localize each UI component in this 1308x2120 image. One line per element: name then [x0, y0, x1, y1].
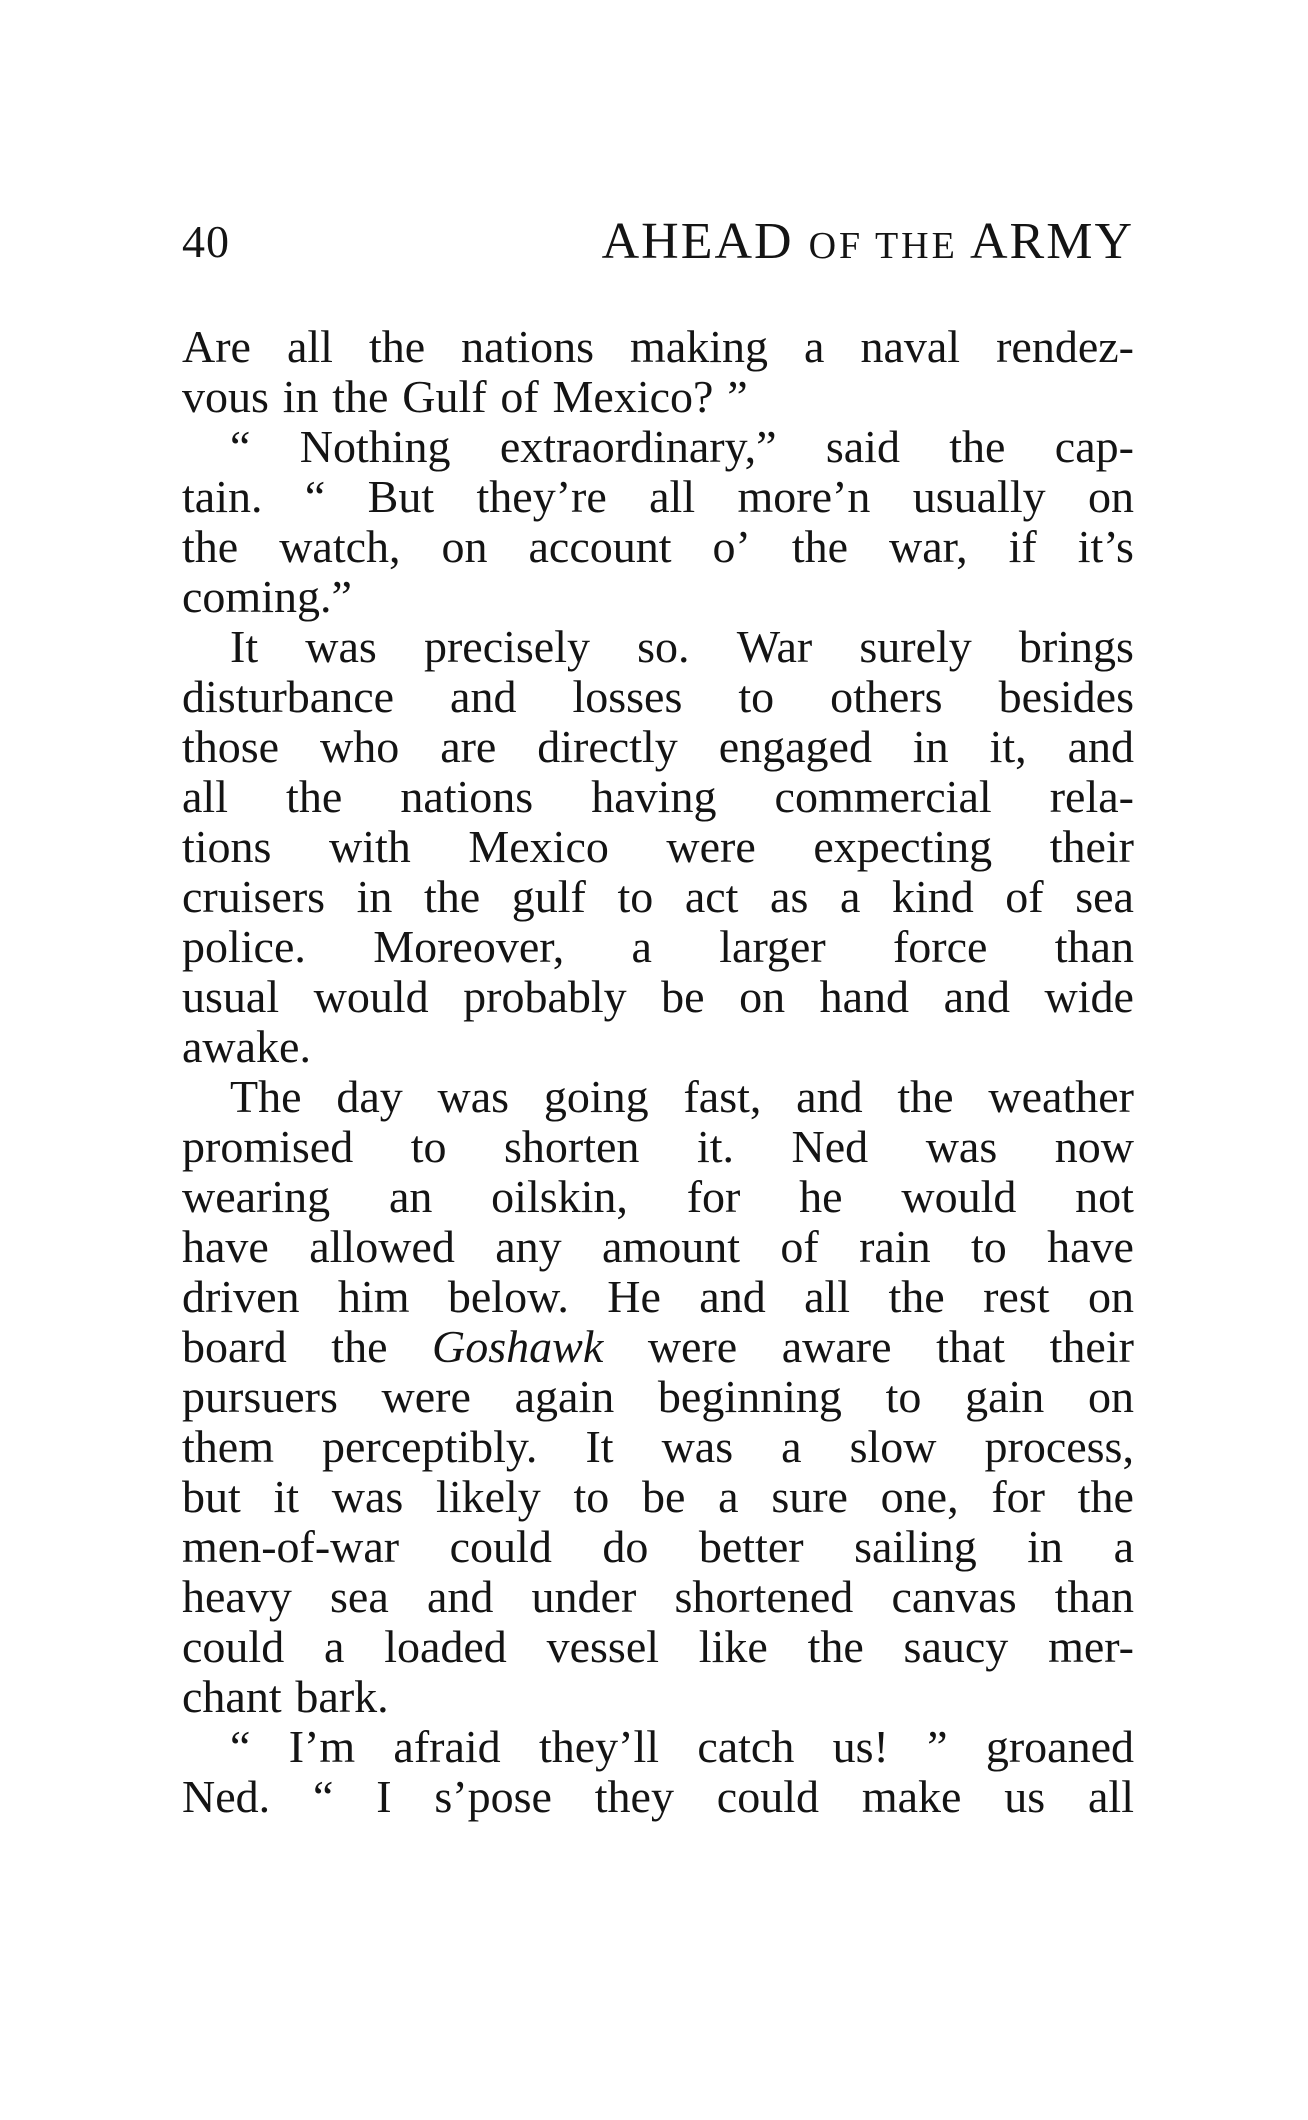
word: it, [989, 721, 1027, 772]
word: the [791, 521, 849, 572]
word: Moreover, [373, 921, 565, 972]
word: Mexico? [552, 371, 714, 422]
word: nations [461, 321, 595, 372]
word: precisely [423, 621, 590, 672]
word: probably [463, 971, 627, 1022]
text-line [182, 1522, 1134, 1572]
running-head [602, 212, 1134, 276]
word: the [807, 1621, 864, 1672]
text-line [182, 822, 1134, 872]
word: to [410, 1121, 447, 1172]
word: going [543, 1071, 649, 1122]
word: and [426, 1571, 494, 1622]
word: and [796, 1071, 863, 1122]
word: usual [182, 971, 280, 1022]
text-line [182, 672, 1134, 722]
word: all [804, 1271, 851, 1322]
word: force [892, 921, 988, 972]
text-line [182, 1172, 1134, 1222]
text-line [182, 972, 1134, 1022]
word: if [1008, 521, 1037, 572]
word: sea [1075, 871, 1134, 922]
word: rain [859, 1221, 931, 1272]
word: than [1054, 921, 1134, 972]
word: on [1087, 471, 1134, 522]
word: it [273, 1471, 300, 1522]
word: us [1004, 1771, 1046, 1822]
word: a [631, 921, 652, 972]
word: one, [880, 1471, 959, 1522]
word: canvas [891, 1571, 1017, 1622]
word: amount [602, 1221, 740, 1272]
text-line [182, 1772, 1134, 1822]
word: us! [832, 1721, 889, 1772]
word: than [1054, 1571, 1134, 1622]
word: an [388, 1171, 433, 1222]
word: shortened [674, 1571, 854, 1622]
word: larger [719, 921, 826, 972]
word: have [1047, 1221, 1134, 1272]
text-line [182, 1272, 1134, 1322]
word: vous [182, 371, 269, 422]
word: Gulf [402, 371, 487, 422]
word: would [313, 971, 429, 1022]
word: could [716, 1771, 819, 1822]
word: of [500, 371, 539, 422]
word: the [424, 871, 481, 922]
word: “ [312, 1771, 334, 1822]
word: would [901, 1171, 1017, 1222]
word: commercial [774, 771, 992, 822]
word: cruisers [182, 871, 326, 922]
text-line [182, 1122, 1134, 1172]
text-line [182, 772, 1134, 822]
word: extraordinary,” [499, 421, 777, 472]
word: It [230, 621, 259, 672]
word: their [1049, 1321, 1134, 1372]
word: a [804, 321, 825, 372]
word: ” [927, 1721, 948, 1772]
text-line [182, 472, 1134, 522]
word: they’re [476, 471, 607, 522]
word: s’pose [434, 1771, 552, 1822]
word: directly [537, 721, 678, 772]
word: gain [965, 1371, 1045, 1422]
word: sea [330, 1571, 389, 1622]
word: under [531, 1571, 637, 1622]
word: have [182, 1221, 269, 1272]
word: the [286, 771, 343, 822]
word: I [376, 1771, 392, 1822]
word: It [585, 1421, 614, 1472]
word: afraid [393, 1721, 501, 1772]
word: a [781, 1421, 802, 1472]
word: were [647, 1321, 738, 1372]
word: now [1054, 1121, 1134, 1172]
text-line [182, 322, 1134, 372]
word: below. [447, 1271, 569, 1322]
word: of [780, 1221, 819, 1272]
word: he [799, 1171, 843, 1222]
word: Ned [791, 1121, 869, 1172]
word: mer- [1048, 1621, 1134, 1672]
word: coming.” [182, 571, 352, 622]
word: awake. [182, 1021, 311, 1072]
page-header [182, 212, 1134, 272]
text-line [182, 1422, 1134, 1472]
word: better [698, 1521, 804, 1572]
word: promised [182, 1121, 354, 1172]
running-head-part: OF THE [808, 225, 958, 267]
word: make [861, 1771, 962, 1822]
word: board [182, 1321, 287, 1372]
word: kind [891, 871, 974, 922]
word: shorten [504, 1121, 640, 1172]
text-line [182, 1222, 1134, 1272]
word: do [602, 1521, 649, 1572]
word: any [495, 1221, 562, 1272]
word: expecting [813, 821, 993, 872]
word: the [332, 371, 389, 422]
word: was [305, 621, 377, 672]
text-line [182, 522, 1134, 572]
word: was [661, 1421, 734, 1472]
word: slow [849, 1421, 937, 1472]
word: sure [771, 1471, 848, 1522]
word: said [825, 421, 900, 472]
word: beginning [657, 1371, 842, 1422]
word: loaded [384, 1621, 507, 1672]
word: wide [1044, 971, 1134, 1022]
word: He [607, 1271, 661, 1322]
text-line [182, 572, 1134, 622]
word: a [1113, 1521, 1134, 1572]
word: to [573, 1471, 610, 1522]
word: account [528, 521, 672, 572]
word: those [182, 721, 280, 772]
running-head-part: AHEAD [601, 213, 809, 270]
word: rest [983, 1271, 1050, 1322]
word: chant [182, 1671, 282, 1722]
word: usually [912, 471, 1046, 522]
word: the [1077, 1471, 1134, 1522]
word: surely [859, 621, 972, 672]
word: aware [781, 1321, 892, 1372]
word: that [936, 1321, 1006, 1372]
text-line [182, 1672, 1134, 1722]
word: others [830, 671, 943, 722]
word: in [356, 871, 393, 922]
text-line [182, 1722, 1134, 1772]
page-number: 40 [182, 216, 230, 267]
word: having [591, 771, 717, 822]
word: watch, [279, 521, 401, 572]
word: all [1088, 1771, 1134, 1822]
word: But [367, 471, 435, 522]
text-line [182, 1472, 1134, 1522]
word: are [440, 721, 497, 772]
word: losses [572, 671, 683, 722]
word: heavy [182, 1571, 292, 1622]
word: and [943, 971, 1010, 1022]
word: the [331, 1321, 388, 1372]
word: besides [998, 671, 1134, 722]
word: Goshawk [432, 1321, 604, 1372]
word: process, [984, 1421, 1134, 1472]
running-head-part: ARMY [957, 213, 1134, 270]
word: again [514, 1371, 615, 1422]
word: it. [696, 1121, 735, 1172]
word: it’s [1077, 521, 1134, 572]
word: “ [230, 421, 251, 472]
text-line [182, 622, 1134, 672]
word: making [630, 321, 769, 372]
word: The [230, 1071, 302, 1122]
word: war, [889, 521, 968, 572]
word: to [970, 1221, 1007, 1272]
word: be [642, 1471, 686, 1522]
word: him [337, 1271, 410, 1322]
word: they [594, 1771, 674, 1822]
word: gulf [511, 871, 586, 922]
word: and [699, 1271, 766, 1322]
word: the [182, 521, 239, 572]
word: for [991, 1471, 1045, 1522]
word: the [897, 1071, 954, 1122]
word: pursuers [182, 1371, 338, 1422]
word: were [381, 1371, 471, 1422]
word: who [320, 721, 400, 772]
word: on [1087, 1271, 1134, 1322]
word: could [182, 1621, 285, 1672]
word: driven [182, 1271, 300, 1322]
word: police. [182, 921, 306, 972]
word: so. [637, 621, 690, 672]
word: disturbance [182, 671, 395, 722]
word: was [437, 1071, 510, 1122]
word: a [323, 1621, 345, 1672]
word: tain. [182, 471, 263, 522]
word: to [617, 871, 654, 922]
text-line [182, 722, 1134, 772]
word: could [449, 1521, 552, 1572]
word: Are [182, 321, 251, 372]
word: with [329, 821, 411, 872]
body-text [182, 322, 1134, 1822]
word: vessel [546, 1621, 660, 1672]
word: like [698, 1621, 768, 1672]
text-line [182, 1372, 1134, 1422]
word: the [888, 1271, 945, 1322]
word: oilskin, [491, 1171, 628, 1222]
word: be [661, 971, 705, 1022]
word: more’n [737, 471, 871, 522]
word: the [368, 321, 426, 372]
word: “ [230, 1721, 251, 1772]
text-line [182, 872, 1134, 922]
word: sailing [854, 1521, 977, 1572]
word: a [839, 871, 861, 922]
word: weather [988, 1071, 1134, 1122]
word: not [1075, 1171, 1134, 1222]
word: to [885, 1371, 922, 1422]
word: all [649, 471, 696, 522]
word: saucy [903, 1621, 1009, 1672]
word: cap- [1054, 421, 1134, 472]
word: wearing [182, 1171, 331, 1222]
word: perceptibly. [322, 1421, 538, 1472]
word: was [331, 1471, 404, 1522]
word: nations [400, 771, 534, 822]
word: fast, [683, 1071, 762, 1122]
word: “ [304, 471, 326, 522]
word: o’ [712, 521, 751, 572]
word: naval [860, 321, 961, 372]
word: hand [819, 971, 910, 1022]
text-line [182, 1072, 1134, 1122]
text-line [182, 1572, 1134, 1622]
word: catch [697, 1721, 795, 1772]
word: was [925, 1121, 998, 1172]
word: ” [727, 371, 748, 422]
word: on [739, 971, 786, 1022]
word: bark. [295, 1671, 389, 1722]
word: a [718, 1471, 739, 1522]
word: men-of-war [182, 1521, 400, 1572]
text-line [182, 372, 1134, 422]
word: and [450, 671, 517, 722]
word: Nothing [299, 421, 451, 472]
word: I’m [288, 1721, 356, 1772]
text-line [182, 422, 1134, 472]
word: of [1005, 871, 1044, 922]
word: to [738, 671, 775, 722]
word: rendez- [996, 321, 1134, 372]
word: likely [436, 1471, 541, 1522]
word: in [1027, 1521, 1064, 1572]
word: brings [1018, 621, 1134, 672]
word: they’ll [538, 1721, 660, 1772]
text-line [182, 1622, 1134, 1672]
word: the [949, 421, 1006, 472]
word: Ned. [182, 1771, 271, 1822]
word: engaged [718, 721, 872, 772]
word: War [736, 621, 813, 672]
word: on [1087, 1371, 1134, 1422]
word: for [686, 1171, 741, 1222]
word: in [912, 721, 949, 772]
word: and [1067, 721, 1134, 772]
word: them [182, 1421, 274, 1472]
text-line [182, 1022, 1134, 1072]
word: rela- [1049, 771, 1134, 822]
word: groaned [985, 1721, 1134, 1772]
word: but [182, 1471, 241, 1522]
word: day [336, 1071, 403, 1122]
word: all [286, 321, 333, 372]
word: Mexico [468, 821, 609, 872]
word: tions [182, 821, 272, 872]
text-line [182, 922, 1134, 972]
word: as [770, 871, 809, 922]
word: act [684, 871, 739, 922]
word: in [282, 371, 319, 422]
word: on [441, 521, 488, 572]
word: were [666, 821, 756, 872]
text-line [182, 1322, 1134, 1372]
word: their [1049, 821, 1134, 872]
word: all [182, 771, 228, 822]
word: allowed [309, 1221, 455, 1272]
